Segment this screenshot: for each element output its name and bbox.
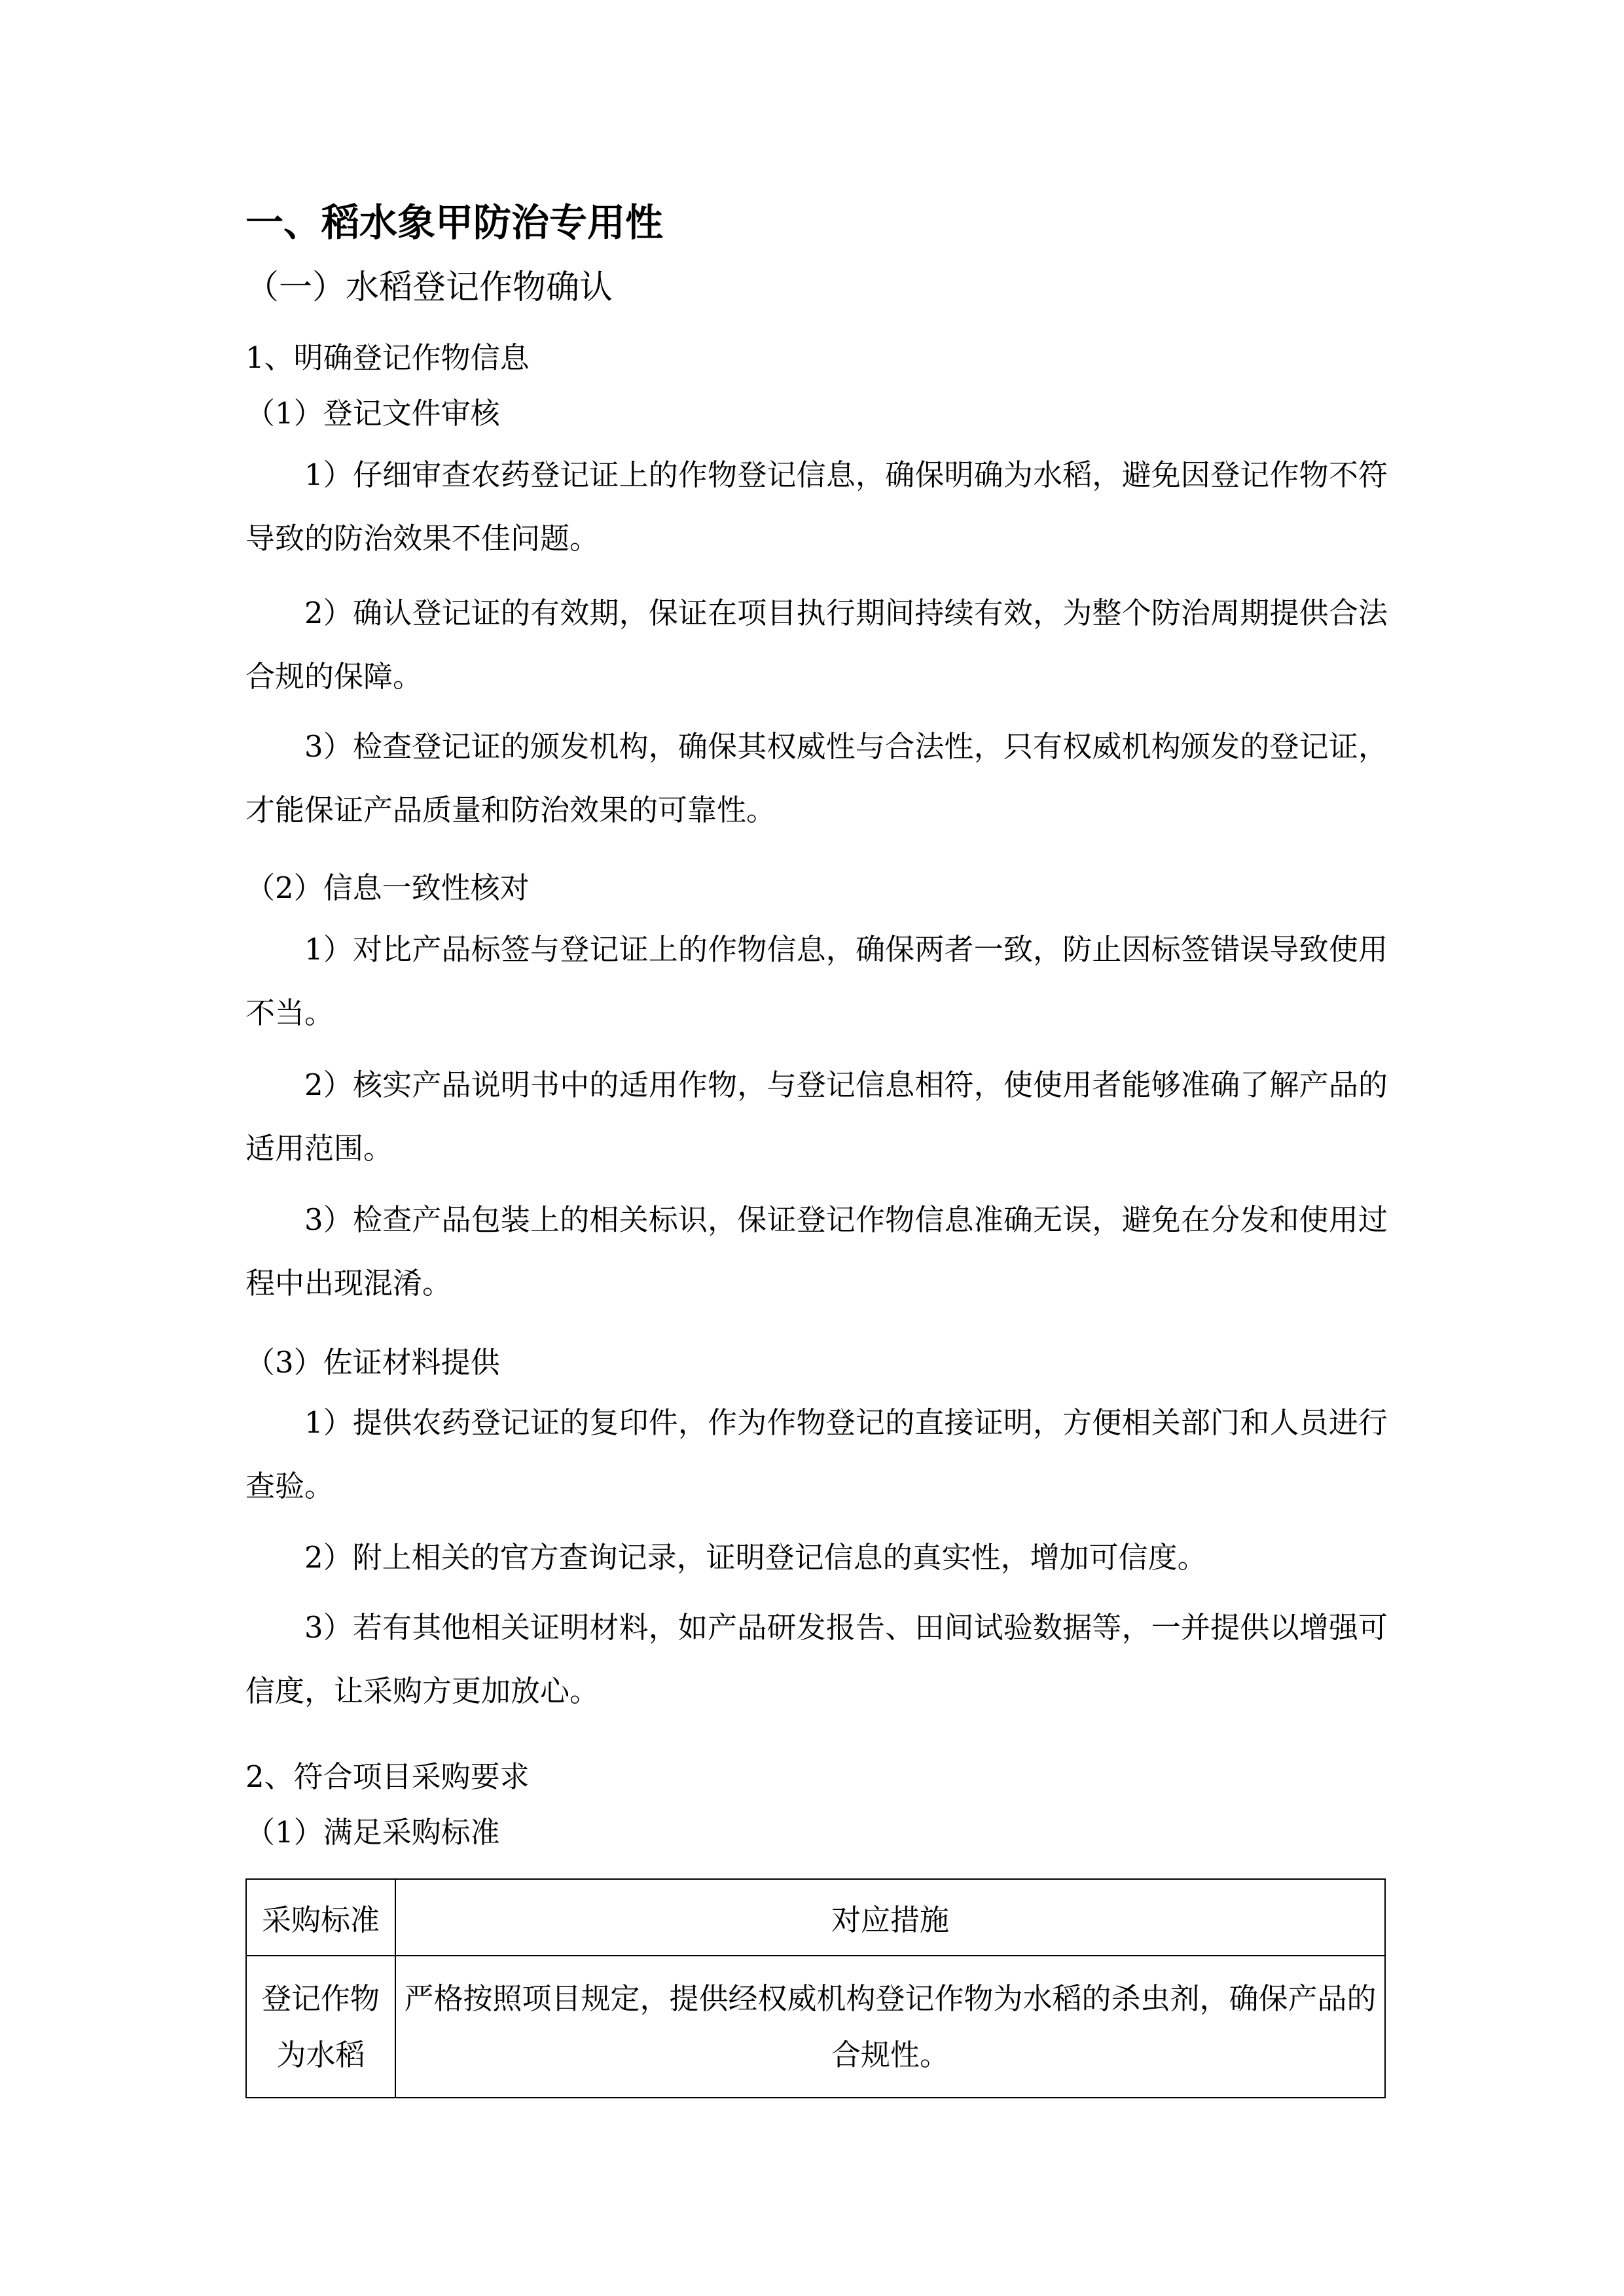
- table-header-cell: 采购标准: [246, 1879, 395, 1956]
- heading-level-1: 一、稻水象甲防治专用性: [245, 200, 664, 245]
- section-1-title: 1、明确登记作物信息: [245, 340, 530, 375]
- subsection-3-paragraph-3: 3）若有其他相关证明材料，如产品研发报告、田间试验数据等，一并提供以增强可信度，让采购方更加放心。: [245, 1610, 1388, 1708]
- heading-level-2: （一）水稻登记作物确认: [245, 268, 613, 307]
- table-cell-measure: 严格按照项目规定，提供经权威机构登记作物为水稻的杀虫剂，确保产品的合规性。: [395, 1956, 1385, 2098]
- subsection-1-paragraph-1: 1）仔细审查农药登记证上的作物登记信息，确保明确为水稻，避免因登记作物不符导致的防治效果不佳问题。: [245, 457, 1388, 556]
- subsection-1-title: （1）登记文件审核: [245, 396, 500, 431]
- subsection-2-title: （2）信息一致性核对: [245, 870, 530, 905]
- subsection-2-paragraph-2: 2）核实产品说明书中的适用作物，与登记信息相符，使使用者能够准确了解产品的适用范围。: [245, 1067, 1388, 1166]
- table-header-row: [246, 1879, 1385, 1956]
- procurement-standards-table: [245, 1878, 1386, 2098]
- subsection-1-paragraph-3: 3）检查登记证的颁发机构，确保其权威性与合法性，只有权威机构颁发的登记证，才能保证产品质量和防治效果的可靠性。: [245, 729, 1388, 827]
- table-cell-standard: 登记作物为水稻: [246, 1956, 395, 2098]
- table-row: [246, 1956, 1385, 2098]
- subsection-1-paragraph-2: 2）确认登记证的有效期，保证在项目执行期间持续有效，为整个防治周期提供合法合规的保障。: [245, 596, 1388, 694]
- subsection-2-paragraph-1: 1）对比产品标签与登记证上的作物信息，确保两者一致，防止因标签错误导致使用不当。: [245, 932, 1388, 1030]
- section-2-title: 2、符合项目采购要求: [245, 1759, 530, 1794]
- subsection-3-title: （3）佐证材料提供: [245, 1345, 500, 1380]
- subsection-2-paragraph-3: 3）检查产品包装上的相关标识，保证登记作物信息准确无误，避免在分发和使用过程中出现混淆。: [245, 1202, 1388, 1300]
- subsection-4-title: （1）满足采购标准: [245, 1815, 500, 1850]
- table-header-cell: 对应措施: [395, 1879, 1385, 1956]
- subsection-3-paragraph-2: 2）附上相关的官方查询记录，证明登记信息的真实性，增加可信度。: [304, 1540, 1207, 1575]
- subsection-3-paragraph-1: 1）提供农药登记证的复印件，作为作物登记的直接证明，方便相关部门和人员进行查验。: [245, 1405, 1388, 1503]
